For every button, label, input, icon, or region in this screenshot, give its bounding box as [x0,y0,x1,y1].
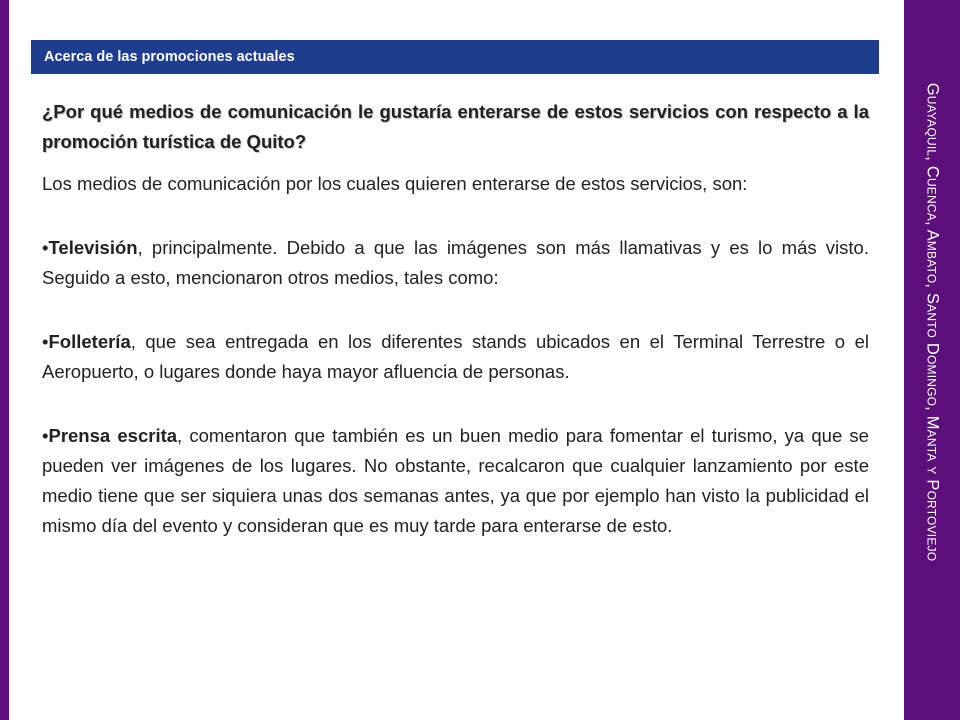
bullet-item-prensa [42,421,869,541]
bullet-text: , principalmente. Debido a que las imágenes son más llamativas y es lo más visto. Seguido a esto, mencionaron otros medios, tales como: [42,237,869,288]
bullet-item-television [42,233,869,293]
slide-body [42,97,869,541]
section-header [31,40,879,74]
bullet-marker: • [42,331,49,352]
bullet-item-folleteria [42,327,869,387]
vertical-title-text: Guayaquil, Cuenca, Ambato, Santo Domingo, Manta y Portoviejo [923,82,942,562]
bullet-term: Folletería [48,331,131,352]
survey-question: ¿Por qué medios de comunicación le gustaría enterarse de estos servicios con respecto a la promoción turística de Quito? [42,101,869,152]
bullet-text: , que sea entregada en los diferentes stands ubicados en el Terminal Terrestre o el Aeropuerto, o lugares donde haya mayor afluencia de personas. [42,331,869,382]
vertical-side-title [904,0,960,720]
bullet-marker: • [42,237,49,258]
bullet-term: Prensa escrita [48,425,178,446]
bullet-text: , comentaron que también es un buen medio para fomentar el turismo, ya que se pueden ver imágenes de los lugares. No obstante, recalcaron que cualquier lanzamiento por este medio tiene que ser siquiera unas dos semanas antes, ya que por ejemplo han visto la publicidad el mismo día del evento y consideran que es muy tarde para enterarse de esto. [42,425,869,536]
bullet-term: Televisión [48,237,138,258]
left-accent-bar [0,0,9,720]
intro-paragraph: Los medios de comunicación por los cuales quieren enterarse de estos servicios, son: [42,173,748,194]
section-title: Acerca de las promociones actuales [44,49,295,65]
bullet-marker: • [42,425,49,446]
